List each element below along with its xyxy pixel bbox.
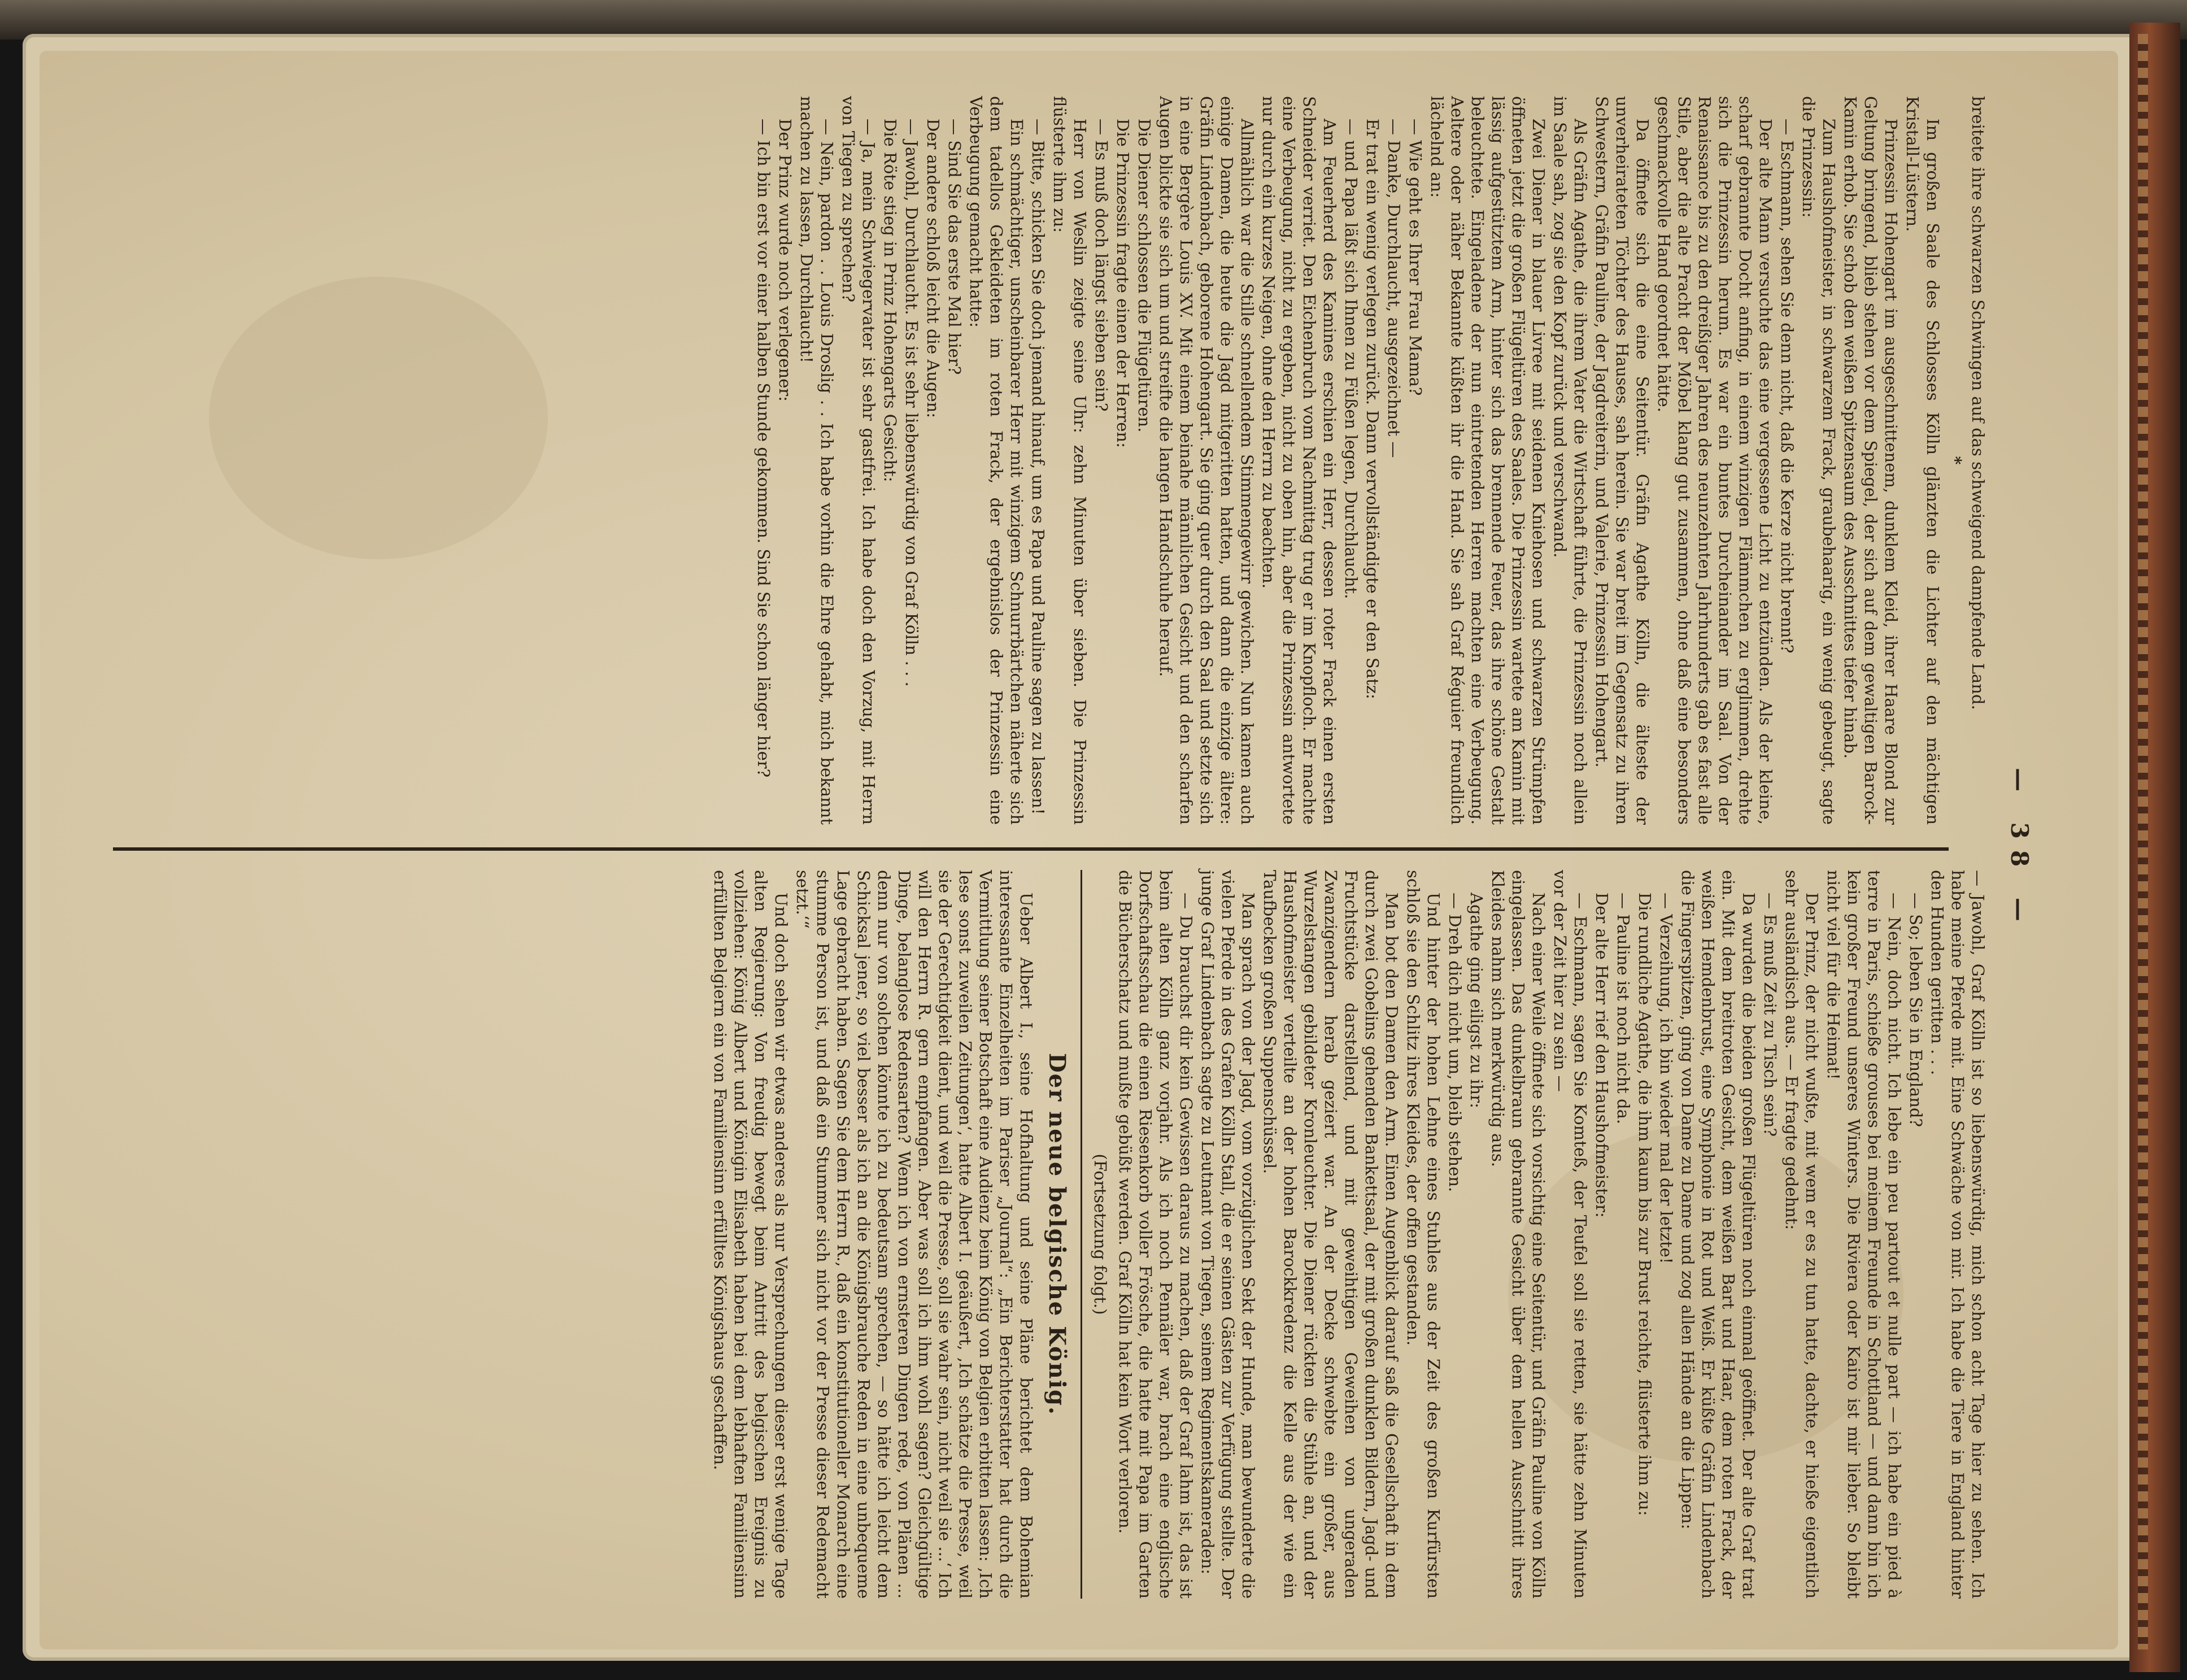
paragraph: — Nein, doch nicht. Ich lebe ein peu partout et nulle part — ich habe ein pied à terre in Paris, schieße grouses bei meinem Freunde in Schottland — und dann bin ich kein großer Freund unseres Winters. Die Riviera oder Kairo ist mir lieber. So bleibt nicht viel für die Heimat! — [1824, 870, 1904, 1599]
paragraph: — Eschmann, sagen Sie Komteß, der Teufel soll sie retten, sie hätte zehn Minuten vor der Zeit hier zu sein — — [1550, 870, 1590, 1599]
paragraph: Da öffnete sich die eine Seitentür. Gräfin Agathe Kölln, die älteste der unverheirateten Töchter des Hauses, sah herein. Sie war breit im Gegensatz zu ihren Schwestern, Gräfin Pauline, der Jagdreiterin, und Valerie, Prinzessin Hohengart. — [1592, 96, 1652, 825]
paragraph: Im großen Saale des Schlosses Kölln glänzten die Lichter auf den mächtigen Kristall-Lüstern. — [1903, 96, 1942, 825]
paragraph: Am Feuerherd des Kamines erschien ein Herr, dessen roter Frack einen ersten Schneider verriet. Den Eichenbruch vom Nachmittag trug er im Knopfloch. Er machte eine Verbeugung, nicht zu ergeben, nicht zu oben hin, aber die Prinzessin antwortete nur durch ein kurzes Neigen, ohne den Herrn zu beachten. — [1259, 96, 1339, 825]
paragraph: Die Prinzessin fragte einen der Herren: — [1113, 119, 1132, 448]
paragraph: — Eschmann, sehen Sie denn nicht, daß die Kerze nicht brennt? — [1778, 119, 1797, 654]
paragraph: Der Prinz wurde noch verlegener: — [776, 119, 795, 402]
paragraph: — Danke, Durchlaucht, ausgezeichnet — — [1384, 119, 1404, 458]
book-page — [40, 51, 2118, 1649]
paragraph: Der alte Herr rief den Haushofmeister: — [1592, 893, 1611, 1218]
paragraph: Prinzessin Hohengart im ausgeschnittenem, dunklem Kleid, ihrer Haare Blond zur Geltung bringend, blieb stehen vor dem Spiegel, der sich auf dem gewaltigen Barock-Kamin erhob. Sie schob den weißen Spitzensaum des Ausschnittes tiefer hinab. — [1841, 96, 1901, 825]
section-rule — [1081, 870, 1082, 1599]
paragraph: — und Papa läßt sich Ihnen zu Füßen legen, Durchlaucht. — [1341, 119, 1361, 599]
paragraph: Der andere schloß leicht die Augen: — [923, 119, 943, 419]
left-column — [79, 96, 1988, 825]
paragraph: Nach einer Weile öffnete sich vorsichtig eine Seitentür, und Gräfin Pauline von Kölln eingelassen. Das dunkelbraun gebrannte Gesicht über dem hellen Ausschnitt ihres Kleides nahm sich merkwürdig aus. — [1488, 870, 1548, 1599]
paragraph: Und doch sehen wir etwas anderes als nur Versprechungen dieser erst wenige Tage alten Regierung: Von freudig bewegt beim Antritt des belgischen Ereignis zu vollziehen: König Albert und Königin Elisabeth haben bei dem lebhaften Familiensinn erfüllten Belgiern ein von Familiensinn erfülltes Königshaus geschaffen. — [711, 870, 791, 1599]
right-column — [79, 870, 1988, 1599]
paragraph: Da wurden die beiden großen Flügeltüren noch einmal geöffnet. Der alte Graf trat ein. Mit dem breitroten Gesicht, dem weißen Bart und Haar, dem roten Frack, der weißen Hemdenbrust, eine Symphonie in Rot und Weiß. Er küßte Gräfin Lindenbach die Fingerspitzen, ging von Dame zu Dame und zog allen Hände an die Lippen: — [1678, 870, 1758, 1599]
paragraph: Die rundliche Agathe, die ihm kaum bis zur Brust reichte, flüsterte ihm zu: — [1635, 893, 1654, 1516]
paragraph: — Verzeihung, ich bin wieder mal der letzte! — [1657, 893, 1676, 1264]
spine-ornament — [2138, 34, 2148, 1649]
book-spine — [2129, 23, 2180, 1672]
paragraph: Die Röte stieg in Prinz Hohengarts Gesicht: — [881, 119, 900, 482]
paragraph: — Ich bin erst vor einer halben Stunde gekommen. Sind Sie schon länger hier? — [754, 119, 773, 778]
paragraph: — Nein, pardon . . Louis Droslig . . Ich habe vorhin die Ehre gehabt, mich bekannt machen zu lassen, Durchlaucht! — [797, 96, 837, 825]
column-divider — [113, 847, 1949, 851]
paragraph: Die Diener schlossen die Flügeltüren. — [1135, 119, 1154, 433]
paragraph: Der alte Mann versuchte das eine vergessene Licht zu entzünden. Als der kleine, scharf gebrannte Docht anfing, in einem winzigen Flämmchen zu erglimmen, drehte sich die Prinzessin herum. Es war ein buntes Durcheinander im Saal. Von der Renaissance bis zu den dreißiger Jahren des neunzehnten Jahrhunderts gab es fast alle Stile, aber die alte Pracht der Möbel klang gut zusammen, ohne daß eine besonders geschmackvolle Hand geordnet hätte. — [1654, 96, 1775, 825]
section-break-star: * — [1946, 456, 1965, 465]
paragraph: Er trat ein wenig verlegen zurück. Dann vervollständigte er den Satz: — [1363, 119, 1382, 699]
paragraph: Herr von Weslin zeigte seine Uhr: zehn Minuten über sieben. Die Prinzessin flüsterte ihm zu: — [1050, 96, 1090, 825]
paragraph: Man sprach von der Jagd, vom vorzüglichen Sekt der Hunde, man bewunderte die vielen Pferde in des Grafen Kölln Stall, die er seinen Gästen zur Verfügung stellte. Der junge Graf Lindenbach sagte zu Leutnant von Tiegen, seinem Regimentskameraden: — [1198, 870, 1258, 1599]
paragraph: Der Prinz, der nicht wußte, mit wem er es zu tun hatte, dachte, er hieße eigentlich sehr ausländisch aus. — Er fragte gedehnt: — [1782, 870, 1822, 1599]
rotated-page-content — [40, 51, 2118, 1649]
paragraph: Als Gräfin Agathe, die ihrem Vater die Wirtschaft führte, die Prinzessin noch allein im Saale sah, zog sie den Kopf zurück und verschwand. — [1550, 96, 1590, 825]
paragraph: Agathe ging eiligst zu ihr: — [1467, 893, 1486, 1108]
paragraph: Allmählich war die Stille schnellendem Stimmengewirr gewichen. Nun kamen auch einige Damen, die heute die Jagd mitgeritten hatten, und dann die einzige ältere: Gräfin Lindenbach, geborene Hohengart. Sie ging quer durch den Saal und setzte sich in eine Bergère Louis XV. Mit einem beinahe männlichen Gesicht und den scharfen Augen blickte sie sich um und streifte die langen Handschuhe herauf. — [1156, 96, 1257, 825]
paragraph: Zwei Diener in blauer Livree mit seidenen Kniehosen und schwarzen Strümpfen öffneten jetzt die großen Flügeltüren des Saales. Die Prinzessin wartete am Kamin mit lässig aufgestütztem Arm, hinter sich das brennende Feuer, das ihre schöne Gestalt beleuchtete. Eingeladene der nun eintretenden Herren machten eine Verbeugung. Aeltere oder näher Bekannte küßten ihr die Hand. Sie sah Graf Réguier freundlich lächelnd an: — [1427, 96, 1548, 825]
paragraph: — So; leben Sie in England? — [1906, 893, 1925, 1128]
paragraph: Man bot den Damen den Arm. Einen Augenblick darauf saß die Gesellschaft in dem durch zwei Gobelins gehenden Bankettsaal, der mit großen dunklen Bildern, Jagd- und Fruchtstücke darstellend, und mit geweihtigen Geweihen von ungeraden Zwanzigendern herab geziert war. An der Decke schwebte ein großer, aus Wurzelstangen gebildeter Kronleuchter. Die Diener rückten die Stühle an, und der Haushofmeister verteilte an der hohen Barockkredenz die Kelle aus der wie ein Taufbecken großen Suppenschüssel. — [1260, 870, 1401, 1599]
paragraph: — Jawohl, Durchlaucht. Es ist sehr liebenswürdig von Graf Kölln . . . — [902, 119, 921, 687]
paragraph: Ein schmächtiger, unscheinbarer Herr mit winzigem Schnurrbärtchen näherte sich dem tadellos Gekleideten im roten Frack, der ergebnislos der Prinzessin eine Verbeugung gemacht hatte: — [966, 96, 1026, 825]
paragraph: — Sind Sie das erste Mal hier? — [945, 119, 964, 375]
continuation-note: (Fortsetzung folgt.) — [1091, 1154, 1110, 1315]
paragraph: — Es muß doch längst sieben sein? — [1092, 119, 1111, 412]
paragraph: — Ja, mein Schwiegervater ist sehr gastfrei. Ich habe doch den Vorzug, mit Herrn von Tiegen zu sprechen? — [839, 96, 878, 825]
paragraph: — Es muß Zeit zu Tisch sein? — [1761, 893, 1780, 1137]
paragraph: — Dreh dich nicht um, bleib stehen. — [1445, 893, 1465, 1192]
page-number: — 38 — — [2006, 768, 2033, 933]
paragraph: — Jawohl, Graf Kölln ist so liebenswürdig, mich schon acht Tage hier zu sehen. Ich habe meine Pferde mit. Eine Schwäche von mir. Ich habe die Tiere in England hinter den Hunden geritten . . . — [1928, 870, 1988, 1599]
paragraph: — Du brauchst dir kein Gewissen daraus zu machen, daß der Graf lahm ist, das ist beim alten Kölln ganz vorjahr. Als ich noch Pennäler war, brach eine englische Dorfschaftsschau die einen Riesenkorb voller Frösche, die hatte mit Papa im Garten die Bücherschatz und mußte gebüßt werden. Graf Kölln hat kein Wort verloren. — [1116, 870, 1196, 1599]
paragraph: Ueber Albert I., seine Hofhaltung und seine Pläne berichtet dem Bohemian interessante Einzelheiten im Pariser „Journal“: „Ein Berichterstatter hat durch die Vermittlung seiner Botschaft eine Audienz beim König von Belgien erbitten lassen: ‚Ich lese sonst zuweilen Zeitungen‘, hatte Albert I. geäußert, ‚Ich schätze die Presse, weil sie der Gerechtigkeit dient, und weil die Presse, soll sie wahr sein, nicht weil sie ...‘ Ich will den Herrn R. gern empfangen. Aber was soll ich ihm wohl sagen? Gleichgültige Dinge, belanglose Redensarten? Wenn ich von ernsteren Dingen rede, von Plänen ... denn nur von solchen könnte ich zu bedeutsam sprechen, — so hätte ich leicht dem Schicksal jener, so viel besser als ich an die Königsbrauche Reden in eine unbequeme Lage gebracht haben. Sagen Sie dem Herrn R., daß ein konstitutioneller Monarch eine stumme Person ist, und daß ein Stummer sich nicht vor der Presse dieser Redemacht setzt.‘“ — [793, 870, 1036, 1599]
paragraph: Zum Haushofmeister, in schwarzem Frack, graubehaarig, ein wenig gebeugt, sagte die Prinzessin: — [1799, 96, 1839, 825]
paragraph: Und hinter der hohen Lehne eines Stuhles aus der Zeit des großen Kurfürsten schloß sie den Schlitz ihres Kleides, der offen gestanden. — [1404, 870, 1443, 1599]
article-title: Der neue belgische König. — [1044, 1053, 1070, 1416]
paragraph: breitete ihre schwarzen Schwingen auf das schweigend dampfende Land. — [1968, 96, 1988, 710]
paragraph: — Bitte, schicken Sie doch jemand hinauf, um es Papa und Pauline sagen zu lassen! — [1029, 119, 1048, 815]
paragraph: — Pauline ist noch nicht da. — [1614, 893, 1633, 1125]
paragraph: — Wie geht es Ihrer Frau Mama? — [1406, 119, 1425, 396]
